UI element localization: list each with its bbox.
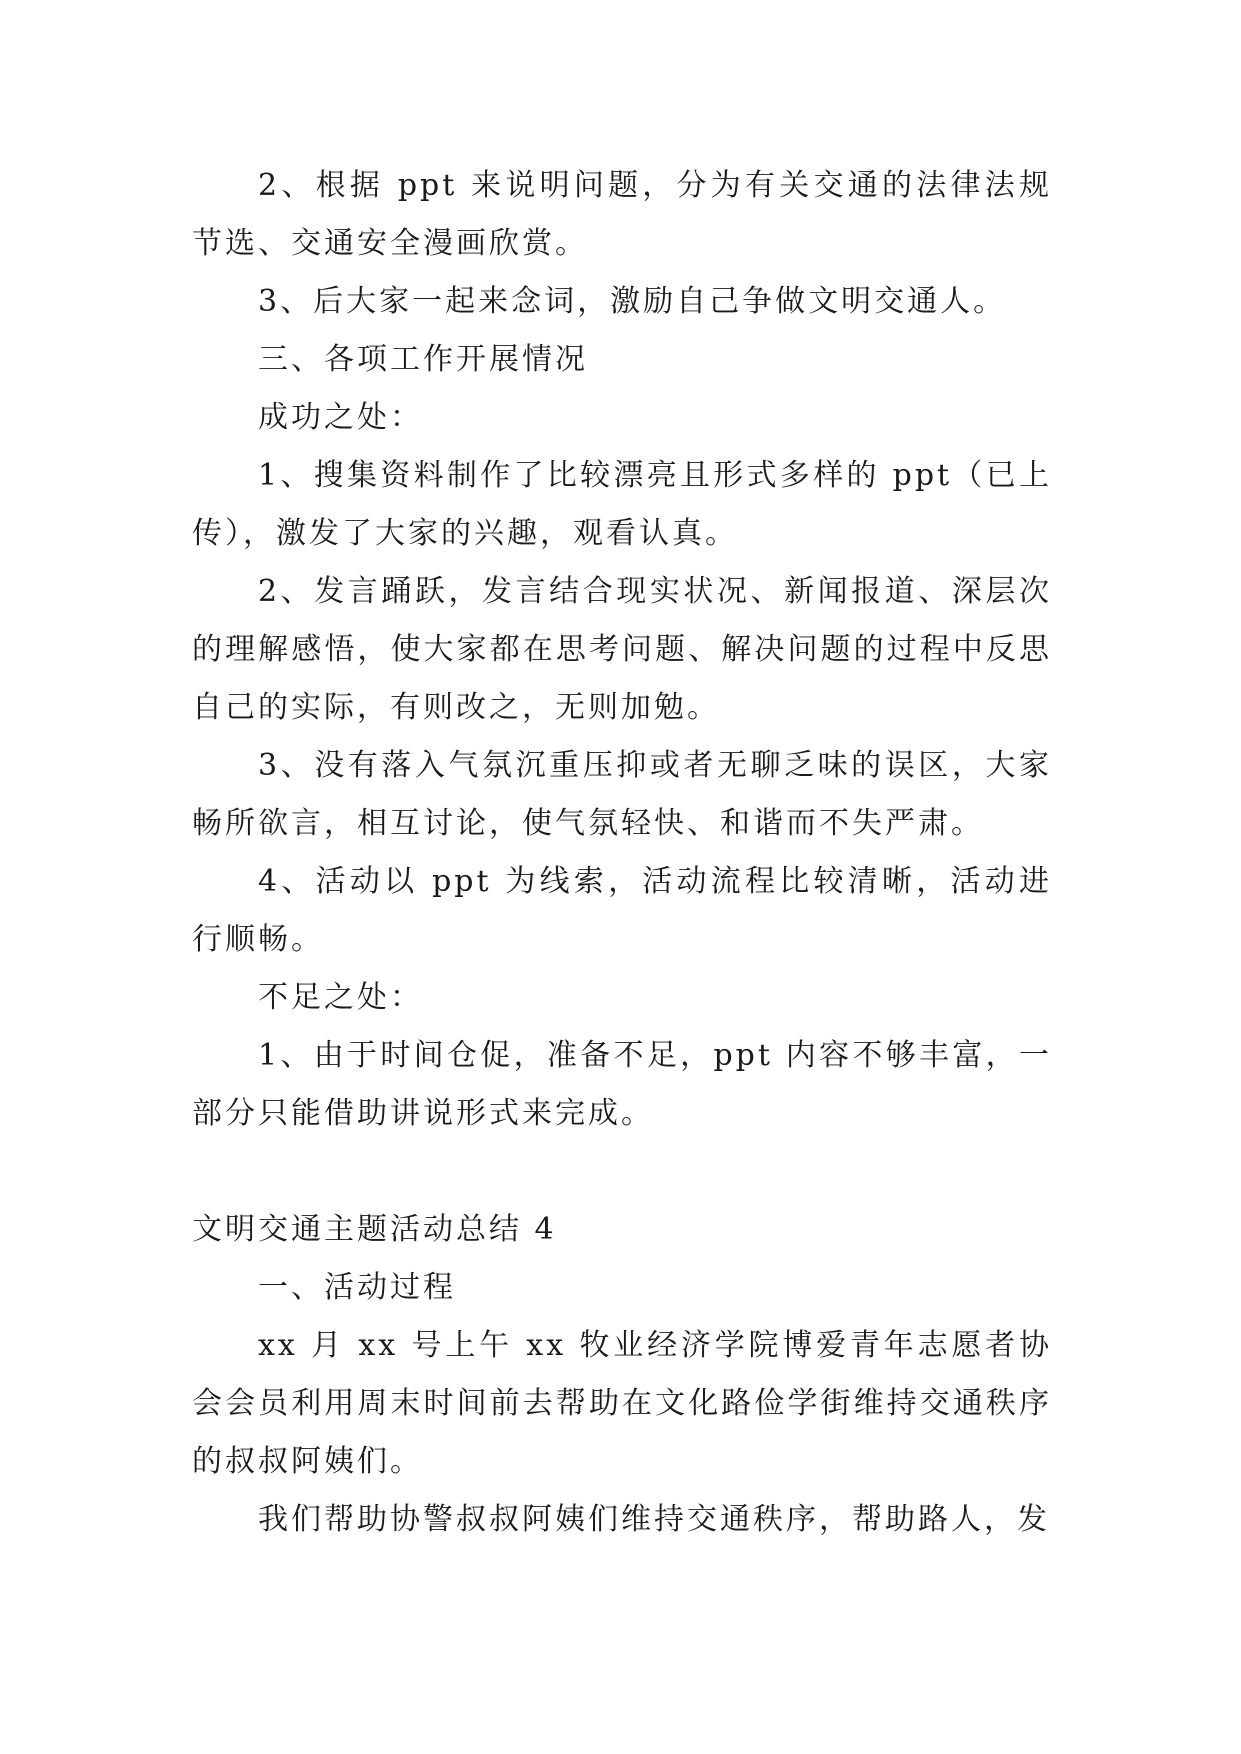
- section-title: 文明交通主题活动总结 4: [192, 1212, 557, 1247]
- paragraph-success-3: 3、没有落入气氛沉重压抑或者无聊乏味的误区，大家畅所欲言，相互讨论，使气氛轻快、和谐而不失严肃。: [192, 748, 1052, 841]
- paragraph-ppt-explanation: 2、根据 ppt 来说明问题，分为有关交通的法律法规节选、交通安全漫画欣赏。: [192, 168, 1052, 261]
- paragraph-success-1: 1、搜集资料制作了比较漂亮且形式多样的 ppt（已上传），激发了大家的兴趣，观看认真。: [192, 458, 1052, 551]
- paragraph-volunteer-activity: xx 月 xx 号上午 xx 牧业经济学院博爱青年志愿者协会会员利用周末时间前去帮助在文化路俭学街维持交通秩序的叔叔阿姨们。: [192, 1328, 1052, 1479]
- heading-activity-process: 一、活动过程: [258, 1270, 456, 1305]
- heading-shortcomings: 不足之处：: [258, 980, 423, 1015]
- section-spacer: [192, 1143, 1052, 1201]
- paragraph-shortcoming-1: 1、由于时间仓促，准备不足，ppt 内容不够丰富，一部分只能借助讲说形式来完成。: [192, 1038, 1052, 1131]
- paragraph-recite-pledge: 3、后大家一起来念词，激励自己争做文明交通人。: [258, 284, 1007, 319]
- heading-successes: 成功之处：: [258, 400, 423, 435]
- paragraph-success-4: 4、活动以 ppt 为线索，活动流程比较清晰，活动进行顺畅。: [192, 864, 1052, 957]
- heading-work-progress: 三、各项工作开展情况: [258, 342, 588, 377]
- paragraph-success-2: 2、发言踊跃，发言结合现实状况、新闻报道、深层次的理解感悟，使大家都在思考问题、解决问题的过程中反思自己的实际，有则改之，无则加勉。: [192, 574, 1052, 725]
- paragraph-help-traffic: 我们帮助协警叔叔阿姨们维持交通秩序，帮助路人，发: [258, 1502, 1050, 1537]
- document-body: [192, 157, 1052, 1549]
